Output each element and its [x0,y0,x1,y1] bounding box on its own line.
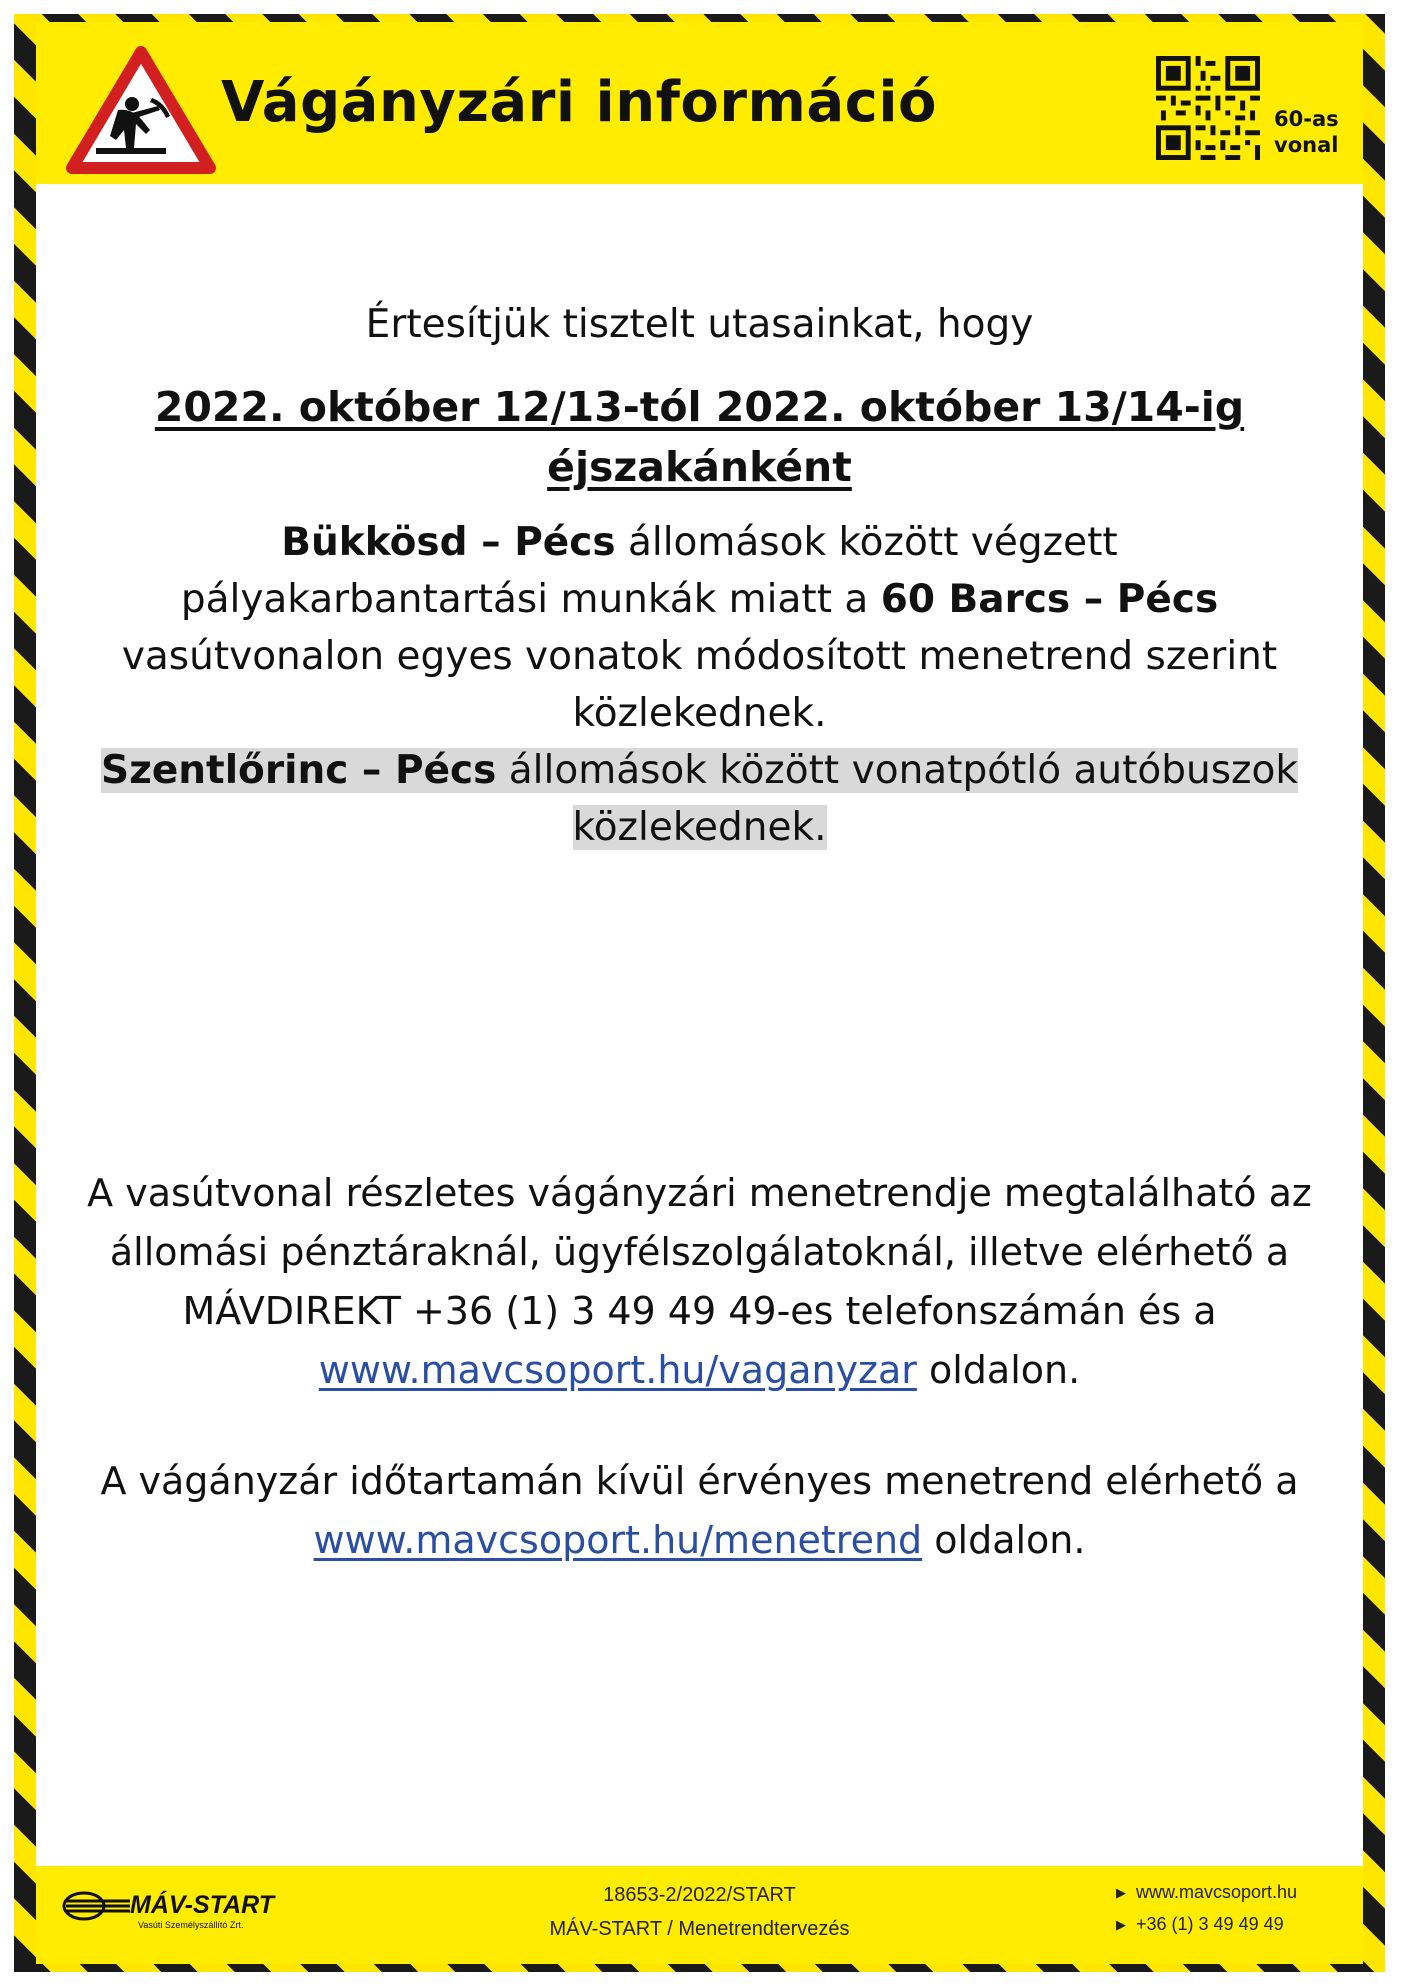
closure-description [36,514,1363,856]
arrow-right-icon: ▶ [1116,1885,1126,1901]
timetable-info: A vasútvonal részletes vágányzári menetrendje megtalálható az állomási pénztáraknál, ügyfélszolgálatoknál, illetve elérhető a MÁVDIREKT +36 (1) 3 49 49 49-es telefonszámán és a www.mavcsoport.hu/vaganyzar oldalon. [87,1171,1312,1392]
header-bar [36,22,1363,184]
arrow-right-icon: ▶ [1116,1917,1126,1933]
department: MÁV-START / Menetrendtervezés [549,1918,850,1940]
footer-phone[interactable]: ▶ +36 (1) 3 49 49 49 [1116,1914,1284,1934]
closure-paragraph: Bükkösd – Pécs állomások között végzett pályakarbantartási munkák miatt a 60 Barcs – Pécs vasútvonalon egyes vonatok módosított menetrend szerint közlekednek. [121,520,1278,736]
page-title: Vágányzári információ [221,70,938,135]
svg-text:MÁV-START: MÁV-START [130,1891,274,1919]
notice-body [36,184,1363,1866]
footer-bar [36,1866,1363,1964]
vaganyzar-link[interactable]: www.mavcsoport.hu/vaganyzar [318,1348,917,1392]
regular-timetable-info: A vágányzár időtartamán kívül érvényes menetrend elérhető a www.mavcsoport.hu/menetrend oldalon. [100,1459,1299,1562]
intro-text: Értesítjük tisztelt utasainkat, hogy [365,302,1034,347]
footer-web[interactable]: ▶ www.mavcsoport.hu [1116,1882,1298,1902]
date-range: 2022. október 12/13-tól 2022. október 13/14-ig éjszakánként [154,383,1245,491]
qr-code [1156,56,1260,160]
menetrend-link[interactable]: www.mavcsoport.hu/menetrend [313,1518,923,1562]
bus-replacement-paragraph [36,742,1363,856]
svg-text:Vasúti Személyszállító Zrt.: Vasúti Személyszállító Zrt. [138,1920,244,1930]
roadworks-warning-icon [66,44,216,174]
highlighted-text: Szentlőrinc – Pécs állomások között vonatpótló autóbuszok közlekednek. [101,748,1298,850]
line-label: 60-as vonal [1274,107,1339,157]
reference-number: 18653-2/2022/START [603,1884,796,1906]
